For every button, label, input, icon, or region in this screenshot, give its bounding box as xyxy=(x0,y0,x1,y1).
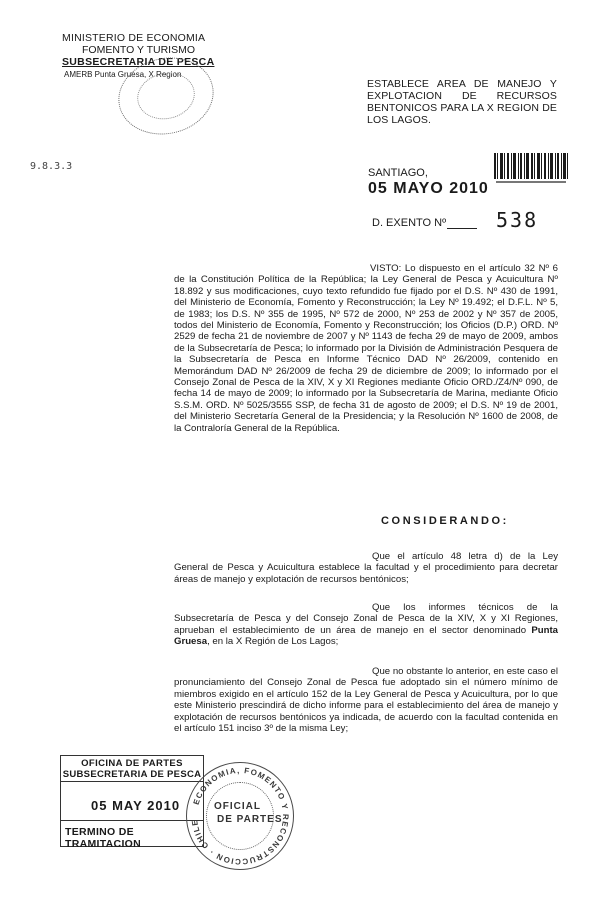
official-seal xyxy=(186,762,294,870)
place-label: SANTIAGO, xyxy=(368,167,428,179)
stamp-subsecretaria-label: SUBSECRETARIA DE PESCA xyxy=(62,769,202,780)
decree-underline xyxy=(447,228,477,229)
considerando-paragraph-1: Que el artículo 48 letra d) de la Ley General de Pesca y Acuicultura establece la facultad y el procedimiento para decretar áreas de manejo y explotación de recursos bentónicos; xyxy=(174,551,558,585)
barcode-stamp xyxy=(492,149,570,187)
considerando-paragraph-3: Que no obstante lo anterior, en este caso el pronunciamiento del Consejo Zonal de Pesca fue adoptado sin el número mínimo de miembros exigido en el artículo 152 de la Ley General de Pesca y Acuicultura, por lo que este Ministerio prescindirá de dicho informe para el establecimiento del área de manejo y explotación de recursos bentónicos ya indicada, de acuerdo con la facultad contenida en el artículo 151 inciso 3º de la misma Ley; xyxy=(174,666,558,735)
seal-line-1: OFICIAL xyxy=(214,801,261,812)
ministry-subtitle: FOMENTO Y TURISMO xyxy=(82,44,195,56)
decree-number: 538 xyxy=(496,208,539,232)
ministry-name: MINISTERIO DE ECONOMIA xyxy=(62,32,206,44)
seal-arc-text: ECONOMIA, FOMENTO Y RECONSTRUCCION · CHILE xyxy=(190,765,291,867)
c2-text-before: Que los informes técnicos de la Subsecretaría de Pesca y del Consejo Zonal de Pesca de la XIV, X y XI Regiones, aprueban el establecimiento de un área de manejo en el sector denominado xyxy=(174,602,558,636)
stamp-office-label: OFICINA DE PARTES xyxy=(81,758,183,769)
reference-line: AMERB Punta Gruesa, X Region xyxy=(64,70,182,79)
stamp-divider-2 xyxy=(61,820,203,821)
c2-place-name: Punta Gruesa xyxy=(174,624,558,648)
considerando-heading: CONSIDERANDO: xyxy=(381,515,509,527)
seal-line-2: DE PARTES xyxy=(217,814,283,825)
oficina-partes-stamp xyxy=(60,755,204,850)
decree-label: D. EXENTO Nº xyxy=(372,217,447,229)
document-title: ESTABLECE AREA DE MANEJO Y EXPLOTACION DE RECURSOS BENTONICOS PARA LA X REGION DE LOS LAGOS. xyxy=(367,78,557,126)
stamp-divider xyxy=(61,781,203,782)
date-stamp: 05 MAYO 2010 xyxy=(368,180,489,197)
stamp-date: 05 MAY 2010 xyxy=(91,798,181,813)
subsecretaria-name: SUBSECRETARIA DE PESCA xyxy=(62,56,215,68)
visto-paragraph: VISTO: Lo dispuesto en el artículo 32 Nº 6 de la Constitución Política de la República; la Ley General de Pesca y Acuicultura Nº 18.892 y sus modificaciones, cuyo texto refundido fue fijado por el D.S. Nº 430 de 1991, del Ministerio de Economía, Fomento y Reconstrucción; la Ley Nº 19.492; el D.F.L. Nº 5, de 1983; los D.S. Nº 355 de 1995, Nº 572 de 2000, Nº 253 de 2002 y Nº 357 de 2005, todos del Ministerio de Economía, Fomento y Reconstrucción; los Oficios (D.P.) ORD. Nº 2529 de fecha 21 de noviembre de 2007 y Nº 1143 de fecha 29 de mayo de 2009, ambos de la Subsecretaría de Pesca; lo informado por la División de Administración Pesquera de la Subsecretaría de Pesca en Informe Técnico DAD Nº 26/2009, contenido en Memorándum DAD Nº 26/2009 de fecha 29 de diciembre de 2009; lo informado por el Consejo Zonal de Pesca de la XIV, X y XI Regiones mediante Oficio ORD./Z4/Nº 090, de fecha 14 de mayo de 2009; lo informado por la Subsecretaría de Marina, mediante Oficio S.S.M. ORD. Nº 5025/3555 SSP, de fecha 31 de agosto de 2009; el D.S. Nº 19 de 2001, del Ministerio Secretaría General de la Presidencia; y la Resolución Nº 1600 de 2008, de la Contraloría General de la República. xyxy=(174,263,558,434)
margin-annotation: 9.8.3.3 xyxy=(30,161,73,172)
considerando-paragraph-2 xyxy=(174,602,558,648)
c2-text-after: , en la X Región de Los Lagos; xyxy=(207,636,339,648)
stamp-footer: TERMINO DE TRAMITACION xyxy=(65,826,142,850)
